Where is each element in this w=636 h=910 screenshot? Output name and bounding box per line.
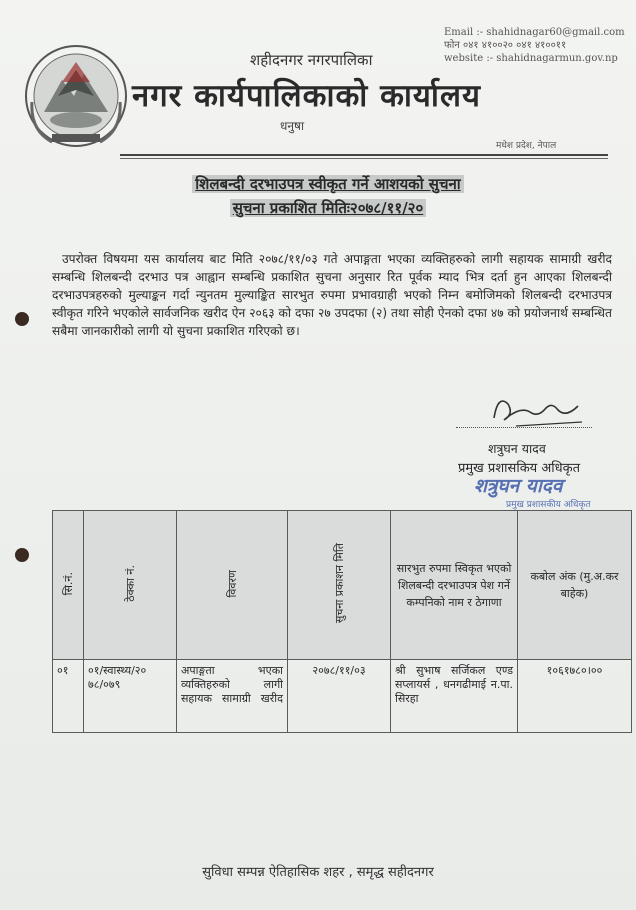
website-text: website :- shahidnagarmun.gov.np bbox=[444, 53, 618, 64]
stamp-name: शत्रुघन यादव bbox=[474, 475, 563, 497]
header-contract-no: ठेक्का नं. bbox=[84, 511, 177, 660]
signature-line bbox=[456, 427, 592, 428]
contact-block bbox=[444, 26, 625, 65]
cell-notice-date: २०७८/११/०३ bbox=[288, 660, 391, 733]
cell-description: अपाङ्गता भएका व्यक्तिहरुको लागी सहायक सामाग्री खरीद bbox=[177, 660, 288, 733]
subject-block bbox=[168, 172, 488, 220]
cell-contract-no: ०१/स्वास्थ्य/२० ७८/०७९ bbox=[84, 660, 177, 733]
table-row bbox=[53, 660, 632, 733]
footer-tagline: सुविधा सम्पन्न ऐतिहासिक शहर , समृद्ध सहीदनगर bbox=[202, 865, 434, 880]
signatory-name: शत्रुघन यादव bbox=[488, 441, 546, 456]
office-title: नगर कार्यपालिकाको कार्यालय bbox=[132, 78, 481, 114]
signature-icon bbox=[486, 388, 586, 432]
notice-body: उपरोक्त विषयमा यस कार्यालय बाट मिति २०७८/११/०३ गते अपाङ्गता भएका व्यक्तिहरुको लागी सहायक सामाग्री खरीद सम्बन्धि शिलबन्दी दरभाउ पत्र आह्वान सम्बन्धि प्रकाशित सुचना अनुसार रित पूर्वक म्याद भित्र दर्ता हुन आएका शिलबन्दी दरभाउपत्रहरुको मुल्याङ्कन गर्दा न्युनतम मुल्याङ्कित सारभुत रुपमा प्रभावग्राही भएको निम्न बमोजिमको शिलबन्दी दरभाउपत्र स्वीकृत गरिने भएकोले सार्वजनिक खरीद ऐन २०६३ को दफा २७ उपदफा (२) तथा सोही ऐनको दफा ४७ को प्रयोजनार्थ सम्बन्धित सबैमा जानकारीको लागी यो सुचना प्रकाशित गरिएको छ। bbox=[52, 252, 612, 338]
phone-text: फोन ०४१ ४१००२० ०४१ ४१००११ bbox=[444, 40, 567, 51]
header-bidder: सारभुत रुपमा स्विकृत भएको शिलबन्दी दरभाउपत्र पेश गर्ने कम्पनिको नाम र ठेगाणा bbox=[391, 511, 518, 660]
header-sn: सि.नं. bbox=[53, 511, 84, 660]
subject-title: शिलबन्दी दरभाउपत्र स्वीकृत गर्ने आशयको सुचना bbox=[192, 175, 463, 193]
email-text: Email :- shahidnagar60@gmail.com bbox=[444, 27, 625, 38]
header-rule bbox=[120, 158, 608, 159]
punch-hole bbox=[15, 312, 29, 326]
header-amount: कबोल अंक (मु.अ.कर बाहेक) bbox=[518, 511, 632, 660]
table-header-row bbox=[53, 511, 632, 660]
stamp-title: प्रमुख प्रशासकीय अधिकृत bbox=[506, 500, 591, 510]
province-text: मधेश प्रदेश, नेपाल bbox=[496, 141, 557, 151]
header-rule bbox=[120, 154, 608, 156]
office-place: धनुषा bbox=[280, 119, 305, 133]
signatory-title: प्रमुख प्रशासकिय अधिकृत bbox=[458, 461, 581, 476]
header-notice-date: सुचना प्रकाशन मिति bbox=[288, 511, 391, 660]
cell-bidder: श्री सुभाष सर्जिकल एण्ड सप्लायर्स , धनगढीमाई न.पा. सिरहा bbox=[391, 660, 518, 733]
award-table bbox=[52, 510, 632, 733]
punch-hole bbox=[15, 548, 29, 562]
cell-sn: ०१ bbox=[53, 660, 84, 733]
header-description: विवरण bbox=[177, 511, 288, 660]
municipality-name: शहीदनगर नगरपालिका bbox=[250, 51, 373, 69]
nepal-emblem-icon bbox=[22, 42, 130, 150]
published-date: सुचना प्रकाशित मितिः२०७८/११/२० bbox=[230, 199, 427, 217]
cell-amount: १०६१७८०।०० bbox=[518, 660, 632, 733]
